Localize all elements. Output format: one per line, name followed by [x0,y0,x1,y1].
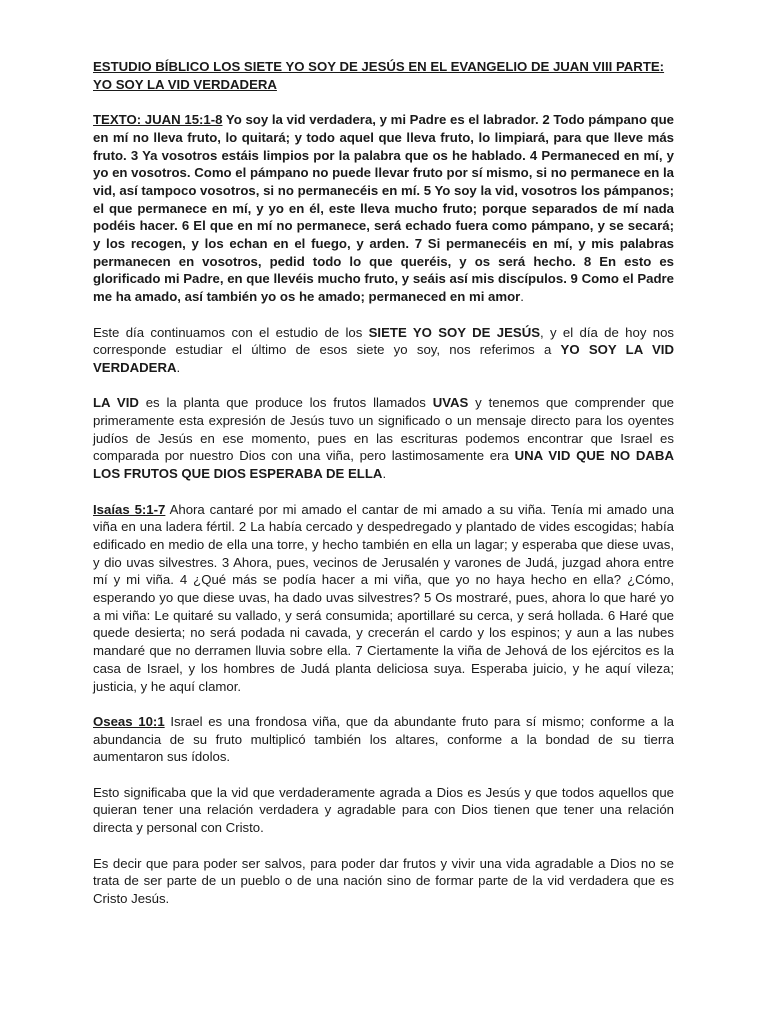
intro-text-1: Este día continuamos con el estudio de los [93,324,369,340]
document-title: ESTUDIO BÍBLICO LOS SIETE YO SOY DE JESÚS EN EL EVANGELIO DE JUAN VIII PARTE: YO SOY LA VID VERDADERA [93,59,665,92]
vid-text-2: y tenemos que comprender que primeramente esta expresión de Jesús tuvo un significado o un mensaje directo para los oyentes judíos de Jesús en ese momento, pues en las escrituras podemos encontrar que Israel es comparada por nuestro Dios con una viña, pero lastimosamente era [93,395,675,464]
intro-paragraph [93,324,674,377]
bible-reference-juan: TEXTO: JUAN 15:1-8 [93,112,223,128]
oseas-body: Israel es una frondosa viña, que da abundante fruto para sí mismo; conforme a la abundancia de su fruto multiplicó también los altares, conforme a la bondad de su tierra aumentaron sus ídolos. [93,713,674,765]
vid-text-3: . [382,466,387,482]
vid-paragraph [93,394,674,483]
vid-bold-2: UVAS [432,395,469,411]
intro-text-2: , y el día de hoy nos corresponde estudiar el último de esos siete yo soy, nos referimos a [93,324,674,358]
intro-bold-2: YO SOY LA VID VERDADERA [93,342,674,375]
salvos-paragraph: Es decir que para poder ser salvos, para poder dar frutos y vivir una vida agradable a Dios no se trata de ser parte de un pueblo o de una nación sino de formar parte de la vid verdadera que es Cristo Jesús. [93,855,674,906]
vid-bold-3: UNA VID QUE NO DABA LOS FRUTOS QUE DIOS ESPERABA DE ELLA [93,448,674,482]
oseas-paragraph [93,713,674,766]
document-page [93,58,674,925]
isaias-body: Ahora cantaré por mi amado el cantar de mi amado a su viña. Tenía mi amado una viña en una ladera fértil. 2 La había cercado y despedregado y plantado de vides escogidas; había edificado en medio de ella una torre, y hecho también en ella un lagar; y esperaba que diese uvas, y dio uvas silvestres. 3 Ahora, pues, vecinos de Jerusalén y varones de Judá, juzgad ahora entre mí y mi viña. 4 ¿Qué más se podía hacer a mi viña, que yo no haya hecho en ella? ¿Cómo, esperando yo que diese uvas, ha dado uvas silvestres? 5 Os mostraré, pues, ahora lo que haré yo a mi viña: Le quitaré su vallado, y será consumida; aportillaré su cerca, y será hollada. 6 Haré que quede desierta; no será podada ni cavada, y crecerán el cardo y los espinos; y aun a las nubes mandaré que no derramen lluvia sobre ella. 7 Ciertamente la viña de Jehová de los ejércitos es la casa de Israel, y los hombres de Judá planta deliciosa suya. Esperaba juicio, y he aquí vileza; justicia, y he aquí clamor. [93,501,674,694]
bible-reference-oseas: Oseas 10:1 [93,713,165,729]
vid-bold-1: LA VID [93,395,139,411]
isaias-paragraph [93,501,674,696]
significa-paragraph: Esto significaba que la vid que verdaderamente agrada a Dios es Jesús y que todos aquellos que quieran tener una relación verdadera y agradable para con Dios tienen que tener una relación directa y personal con Cristo. [93,784,674,836]
intro-bold-1: SIETE YO SOY DE JESÚS [368,324,541,340]
intro-text-3: . [176,359,181,375]
bible-text-paragraph [93,111,674,306]
bible-text-end: . [520,289,524,305]
bible-text-body: Yo soy la vid verdadera, y mi Padre es el labrador. 2 Todo pámpano que en mí no lleva fruto, lo quitará; y todo aquel que lleva fruto, lo limpiará, para que lleve más fruto. 3 Ya vosotros estáis limpios por la palabra que os he hablado. 4 Permaneced en mí, y yo en vosotros. Como el pámpano no puede llevar fruto por sí mismo, si no permanece en la vid, así tampoco vosotros, si no permanecéis en mí. 5 Yo soy la vid, vosotros los pámpanos; el que permanece en mí, y yo en él, este lleva mucho fruto; porque separados de mí nada podéis hacer. 6 El que en mí no permanece, será echado fuera como pámpano, y se secará; y los recogen, y los echan en el fuego, y arden. 7 Si permanecéis en mí, y mis palabras permanecen en vosotros, pedid todo lo que queréis, y os será hecho. 8 En esto es glorificado mi Padre, en que llevéis mucho fruto, y seáis así mis discípulos. 9 Como el Padre me ha amado, así también yo os he amado; permaneced en mi amor [93,112,674,305]
vid-text-1: es la planta que produce los frutos llamados [138,395,433,411]
bible-reference-isaias: Isaías 5:1-7 [93,501,166,517]
